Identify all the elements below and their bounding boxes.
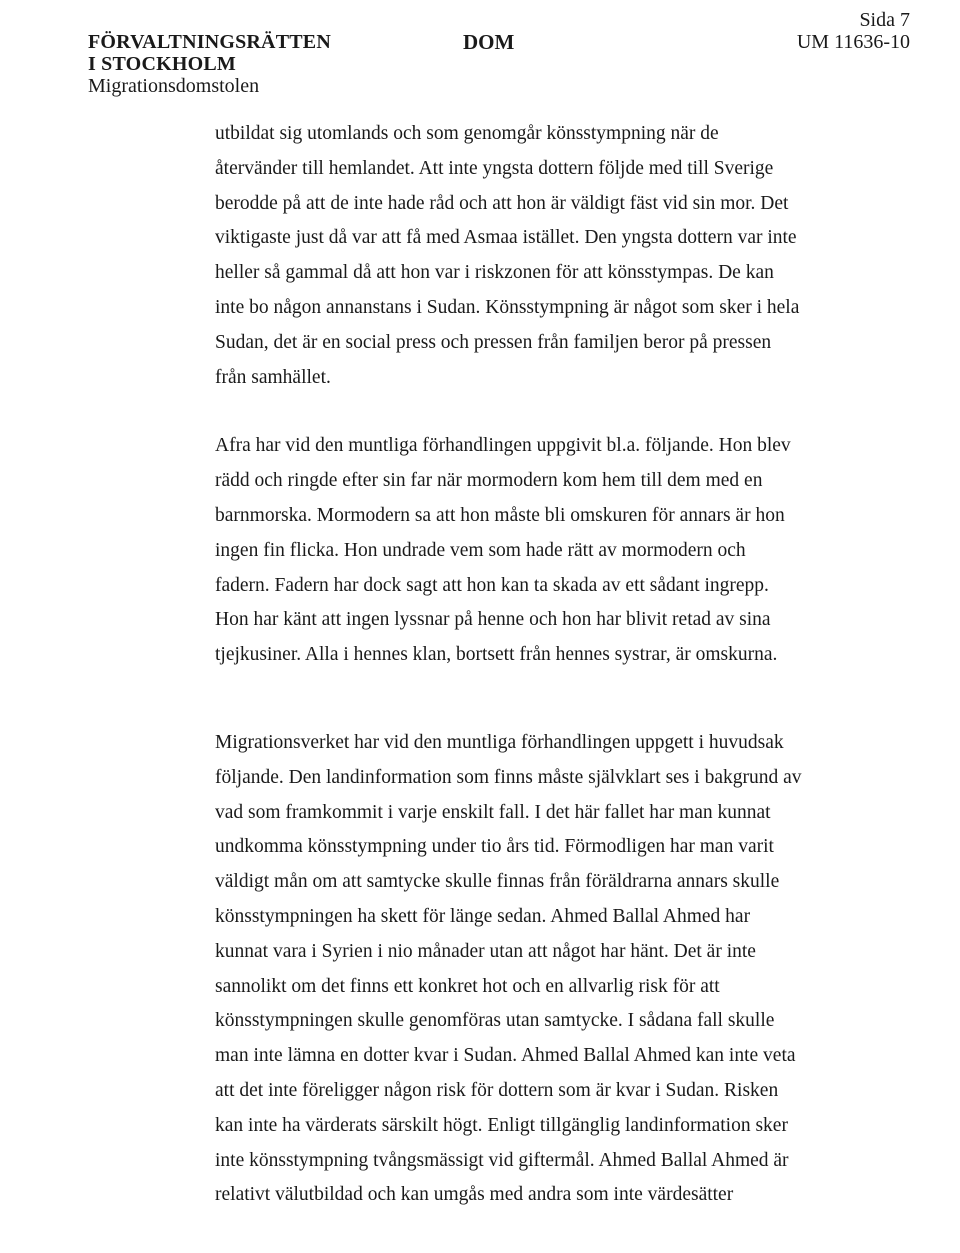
text-line: från samhället. [215,366,331,388]
text-line: vad som framkommit i varje enskilt fall. I det här fallet har man kunnat [215,801,771,823]
text-line: fadern. Fadern har dock sagt att hon kan ta skada av ett sådant ingrepp. [215,574,769,596]
text-line: barnmorska. Mormodern sa att hon måste bli omskuren för annars är hon [215,504,785,526]
case-number: UM 11636-10 [796,31,910,53]
text-line: Migrationsverket har vid den muntliga förhandlingen uppgett i huvudsak [215,731,784,753]
text-line: ingen fin flicka. Hon undrade vem som hade rätt av mormodern och [215,539,746,561]
text-line: heller så gammal då att hon var i riskzonen för att könsstympas. De kan [215,262,774,284]
text-line: att det inte föreligger någon risk för dottern som är kvar i Sudan. Risken [215,1079,779,1101]
text-line: kan inte ha värderats särskilt högt. Enligt tillgänglig landinformation sker [215,1114,788,1136]
paragraph-3 [215,726,825,1213]
court-city: I STOCKHOLM [88,53,236,75]
text-line: könsstympningen skulle genomföras utan samtycke. I sådana fall skulle [215,1010,775,1032]
text-line: viktigaste just då var att få med Asmaa istället. Den yngsta dottern var inte [215,227,797,249]
text-line: undkomma könsstympning under tio års tid. Förmodligen har man varit [215,836,774,858]
text-line: inte bo någon annanstans i Sudan. Könsstympning är något som sker i hela [215,296,800,318]
document-body [215,117,825,1213]
text-line: könsstympningen ha skett för länge sedan. Ahmed Ballal Ahmed har [215,905,751,927]
text-line: berodde på att de inte hade råd och att hon är väldigt fäst vid sin mor. Det [215,192,789,214]
text-line: följande. Den landinformation som finns måste självklart ses i bakgrund av [215,766,802,788]
text-line: inte könsstympning tvångsmässigt vid giftermål. Ahmed Ballal Ahmed är [215,1149,789,1171]
paragraph-2 [215,429,825,673]
document-type: DOM [463,30,515,54]
court-name: FÖRVALTNINGSRÄTTEN [88,31,331,53]
page-reference [797,9,910,53]
page-number: Sida 7 [859,9,910,31]
text-line: man inte lämna en dotter kvar i Sudan. Ahmed Ballal Ahmed kan inte veta [215,1045,796,1067]
text-line: rädd och ringde efter sin far när mormodern kom hem till dem med en [215,470,763,492]
text-line: Afra har vid den muntliga förhandlingen uppgivit bl.a. följande. Hon blev [215,435,791,457]
text-line: tjejkusiner. Alla i hennes klan, bortsett från hennes systrar, är omskurna. [215,644,778,666]
text-line: utbildat sig utomlands och som genomgår könsstympning när de [215,123,719,144]
text-line: kunnat vara i Syrien i nio månader utan att något har hänt. Det är inte [215,940,756,962]
text-line: relativt välutbildad och kan umgås med andra som inte värdesätter [215,1184,734,1206]
text-line: sannolikt om det finns ett konkret hot och en allvarlig risk för att [215,975,720,997]
text-line: återvänder till hemlandet. Att inte yngsta dottern följde med till Sverige [215,157,774,179]
court-header [88,31,331,97]
paragraph-1 [215,117,825,395]
court-division: Migrationsdomstolen [88,75,260,97]
text-line: Sudan, det är en social press och pressen från familjen beror på pressen [215,331,772,353]
text-line: Hon har känt att ingen lyssnar på henne och hon har blivit retad av sina [215,609,771,631]
text-line: väldigt mån om att samtycke skulle finnas från föräldrarna annars skulle [215,871,780,893]
